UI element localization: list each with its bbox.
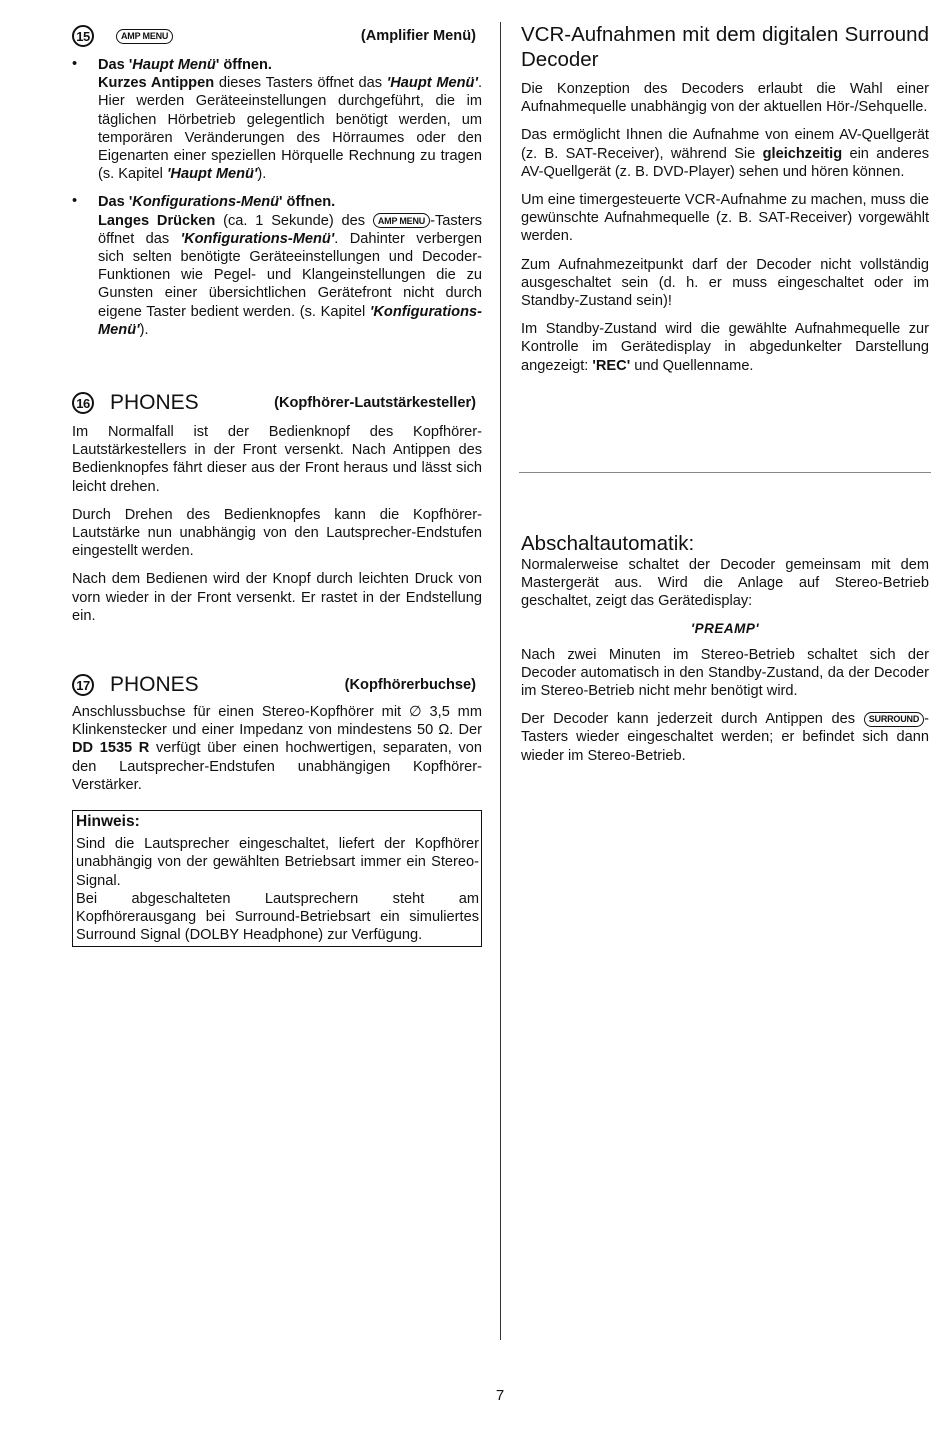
paragraph: Durch Drehen des Bedienknopfes kann die Kopfhörer-Lautstärke nun unabhängig von den Lautsprecher-Endstufen eingestellt werden. xyxy=(72,506,482,560)
note-paragraph: Bei abgeschalteten Lautsprechern steht am Kopfhörerausgang bei Surround-Betriebsart ein simuliertes Surround Signal (DOLBY Headphone) zur Verfügung. xyxy=(76,890,479,944)
abschalt-title: Abschaltautomatik: xyxy=(521,532,695,555)
paragraph: Normalerweise schaltet der Decoder gemeinsam mit dem Mastergerät aus. Wird die Anlage auf Stereo-Betrieb geschaltet, zeigt das Gerätedisplay: xyxy=(521,557,929,610)
paragraph: Um eine timergesteuerte VCR-Aufnahme zu machen, muss die gewünschte Aufnahmequelle (z. B. SAT-Receiver) vorgewählt werden. xyxy=(521,192,929,245)
section-number-16: 16 xyxy=(72,392,94,414)
paragraph: Nach zwei Minuten im Stereo-Betrieb schaltet sich der Decoder automatisch in den Standby-Zustand, da der Decoder im Stereo-Betrieb nicht mehr benötigt wird. xyxy=(521,646,929,700)
vcr-title: VCR-Aufnahmen mit dem digitalen Surround Decoder xyxy=(521,23,929,71)
bullet-dot: • xyxy=(72,56,78,72)
bullet-konfig-menu xyxy=(72,193,482,339)
section-16-subtitle: (Kopfhörer-Lautstärkesteller) xyxy=(274,395,476,412)
bullet-haupt-menu xyxy=(72,56,482,183)
page-number: 7 xyxy=(495,1387,505,1404)
section-16-title: PHONES xyxy=(110,391,199,415)
bullet-title: Das 'Haupt Menü' öffnen. xyxy=(98,57,272,73)
right-column xyxy=(521,22,930,764)
section-number-15: 15 xyxy=(72,25,94,47)
paragraph: Der Decoder kann jederzeit durch Antippen des SURROUND -Tasters wieder eingeschaltet werden; er befindet sich dann wieder im Stereo-Betrieb. xyxy=(521,711,929,764)
bullet-body: Kurzes Antippen dieses Tasters öffnet das 'Haupt Menü'. Hier werden Geräteeinstellungen durchgeführt, die im täglichen Hörbetrieb gelegentlich benötigt werden, um temporären Veränderungen des Hörraumes oder den Eigenarten einer speziellen Hörquelle Rechnung zu tragen (s. Kapitel 'Haupt Menü'). xyxy=(98,75,483,183)
surround-button-icon: SURROUND xyxy=(864,712,924,727)
section-vcr xyxy=(521,22,929,375)
paragraph: Zum Aufnahmezeitpunkt darf der Decoder nicht vollständig ausgeschaltet sein (d. h. er muss eingeschaltet oder im Standby-Zustand sein)! xyxy=(521,256,929,310)
note-box xyxy=(72,810,482,947)
section-17 xyxy=(72,671,482,794)
section-17-subtitle: (Kopfhörerbuchse) xyxy=(344,677,476,694)
section-abschaltautomatik xyxy=(521,531,929,765)
paragraph: Das ermöglicht Ihnen die Aufnahme von einem AV-Quellgerät (z. B. SAT-Receiver), während Sie gleichzeitig ein anderes AV-Quellgerät (z. B. DVD-Player) sehen und hören können. xyxy=(521,127,930,180)
section-divider xyxy=(519,472,931,473)
paragraph: Im Normalfall ist der Bedienknopf des Kopfhörer-Lautstärkestellers in der Front versenkt. Nach Antippen des Bedienknopfes fährt dieser aus der Front heraus und lässt sich leicht drehen. xyxy=(72,424,482,495)
section-16-header xyxy=(72,389,482,417)
section-15-header xyxy=(72,22,482,50)
note-paragraph: Sind die Lautsprecher eingeschaltet, liefert der Kopfhörer unabhängig von der gewählten Betriebsart immer ein Stereo-Signal. xyxy=(76,836,479,889)
section-17-title: PHONES xyxy=(110,673,199,697)
paragraph: Im Standby-Zustand wird die gewählte Aufnahmequelle zur Kontrolle im Gerätedisplay in abgedunkelter Darstellung angezeigt: 'REC' und Quellenname. xyxy=(521,321,929,374)
display-preamp: 'PREAMP' xyxy=(690,620,760,636)
amp-menu-button-icon: AMP MENU xyxy=(373,213,430,228)
section-17-header xyxy=(72,671,482,699)
bullet-body: Langes Drücken (ca. 1 Sekunde) des AMP MENU -Tasters öffnet das 'Konfigurations-Menü'. Dahinter verbergen sich selten benötigte Geräteeinstellungen und Decoder-Funktionen wie Pegel- und Klangeinstellungen die zu Gunsten einer übersichtlichen Gerätefront nicht durch eigene Taster bedient werden. (s. Kapitel 'Konfigurations-Menü'). xyxy=(98,212,483,338)
paragraph: Die Konzeption des Decoders erlaubt die Wahl einer Aufnahmequelle unabhängig von der aktuellen Hör-/Sehquelle. xyxy=(521,81,929,116)
bullet-title: Das 'Konfigurations-Menü' öffnen. xyxy=(98,194,336,211)
column-divider xyxy=(500,22,501,1340)
section-number-17: 17 xyxy=(72,674,94,696)
section-15 xyxy=(72,22,482,339)
amp-menu-button-icon: AMP MENU xyxy=(116,29,173,44)
paragraph: Anschlussbuchse für einen Stereo-Kopfhörer mit ∅ 3,5 mm Klinkenstecker und einer Impedanz von mindestens 50 Ω. Der DD 1535 R verfügt über einen hochwertigen, separaten, von den Lautsprecher-Endstufen unabhängigen Kopfhörer-Verstärker. xyxy=(72,704,482,793)
section-15-subtitle: (Amplifier Menü) xyxy=(360,28,476,44)
section-16 xyxy=(72,389,482,625)
paragraph: Nach dem Bedienen wird der Knopf durch leichten Druck von vorn wieder in der Front versenkt. Er rastet in der Endstellung ein. xyxy=(72,571,482,624)
note-title: Hinweis: xyxy=(76,813,140,831)
bullet-dot: • xyxy=(72,193,78,210)
left-column xyxy=(72,22,482,947)
